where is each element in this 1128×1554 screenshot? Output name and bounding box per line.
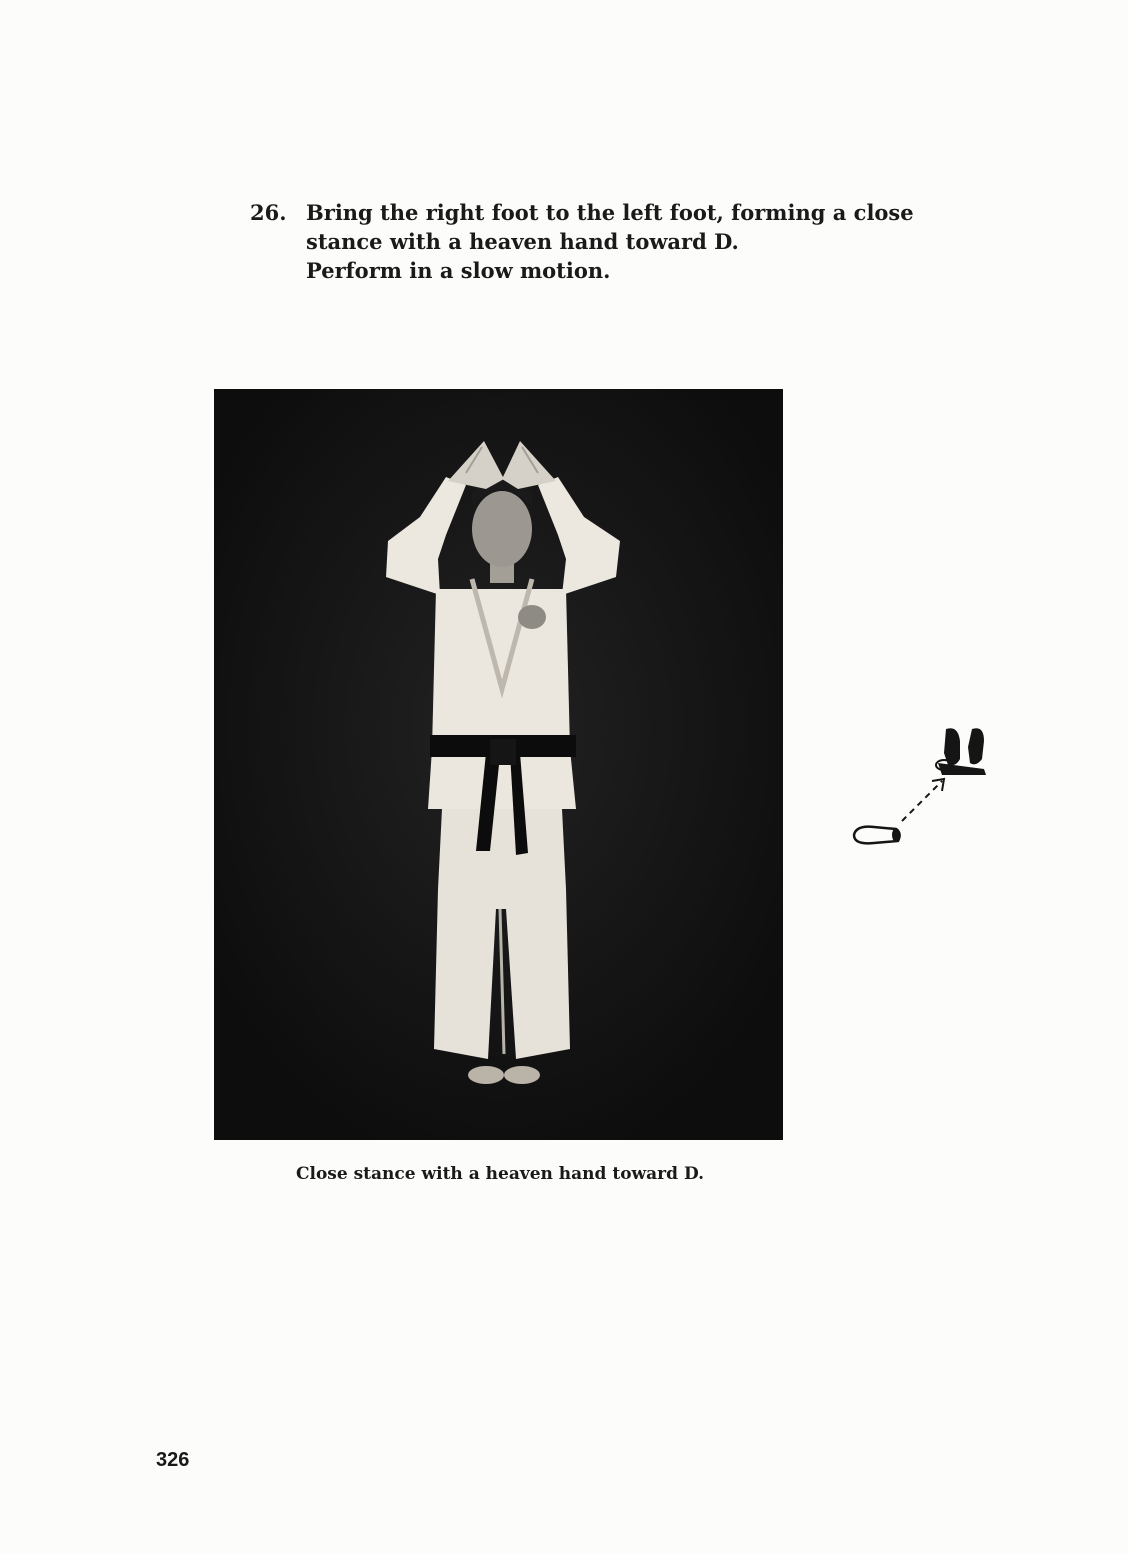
step-number: 26.: [250, 200, 287, 225]
step-text: [306, 198, 946, 285]
footprint-movement-diagram-icon: [846, 717, 1006, 861]
step-line-1: Bring the right foot to the left foot, forming a close: [306, 200, 914, 225]
stance-photo: [214, 389, 783, 1140]
photo-caption: Close stance with a heaven hand toward D.: [295, 1164, 705, 1184]
page-number: 326: [156, 1449, 190, 1471]
step-line-2: stance with a heaven hand toward D.: [306, 229, 739, 254]
step-line-3: Perform in a slow motion.: [306, 258, 611, 283]
martial-artist-figure: [214, 389, 783, 1140]
